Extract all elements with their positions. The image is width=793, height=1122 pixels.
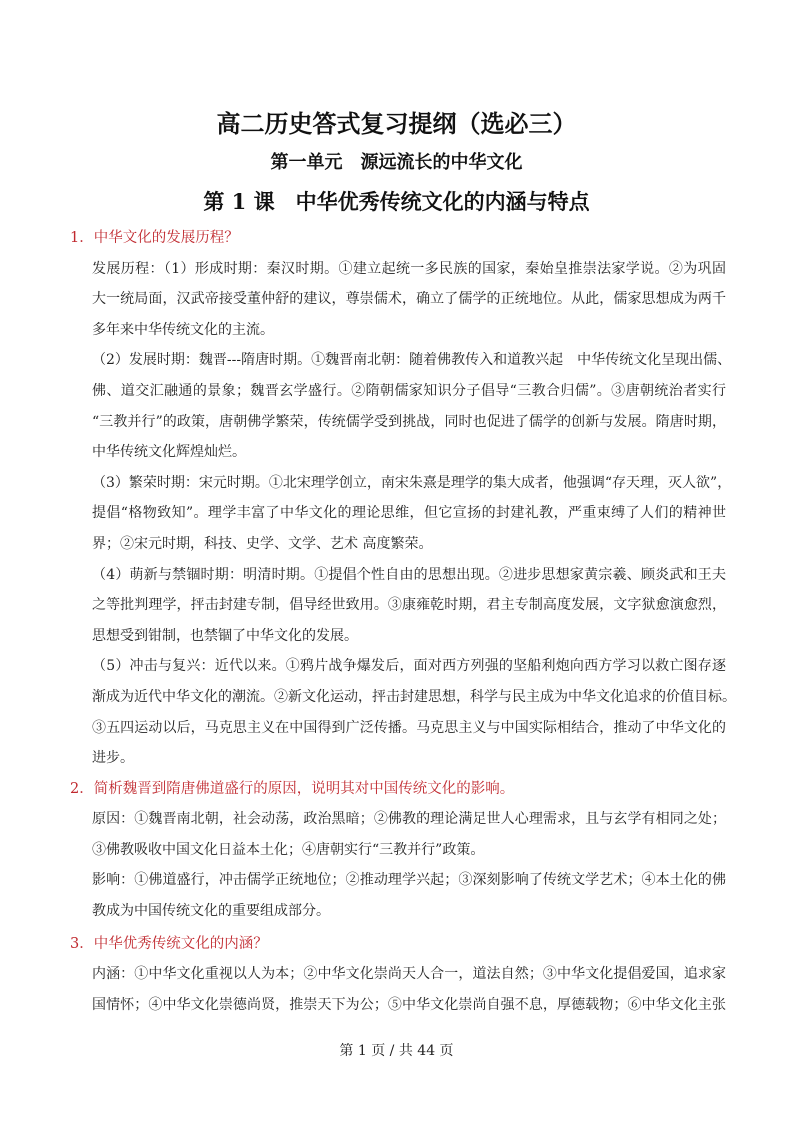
paragraph-line: 国情怀；④中华文化崇德尚贤，推崇天下为公；⑤中华文化崇尚自强不息，厚德载物；⑥中华文化主张 — [92, 996, 726, 1013]
paragraph-line: ③五四运动以后，马克思主义在中国得到广泛传播。马克思主义与中国实际相结合，推动了中华文化的 — [92, 719, 726, 736]
paragraph-line: 提倡“格物致知”。理学丰富了中华文化的理论思维，但它宣扬的封建礼教，严重束缚了人们的精神世 — [92, 505, 726, 522]
paragraph-line: 影响：①佛道盛行，冲击儒学正统地位；②推动理学兴起；③深刻影响了传统文学艺术；④本土化的佛 — [92, 872, 726, 889]
paragraph-line: 发展历程：（1）形成时期：秦汉时期。①建立起统一多民族的国家，秦始皇推崇法家学说。②为巩固 — [92, 260, 726, 277]
paragraph-line: “三教并行”的政策，唐朝佛学繁荣，传统儒学受到挑战，同时也促进了儒学的创新与发展。隋唐时期， — [92, 413, 726, 430]
paragraph-line: 中华传统文化辉煌灿烂。 — [92, 444, 246, 461]
paragraph-line: 内涵：①中华文化重视以人为本；②中华文化崇尚天人合一，道法自然；③中华文化提倡爱国，追求家 — [92, 966, 726, 983]
question-heading: 2．简析魏晋到隋唐佛道盛行的原因，说明其对中国传统文化的影响。 — [70, 780, 515, 797]
paragraph-line: （5）冲击与复兴：近代以来。①鸦片战争爆发后，面对西方列强的坚船利炮向西方学习以救亡图存逐 — [92, 658, 726, 675]
paragraph-line: 原因：①魏晋南北朝，社会动荡，政治黑暗；②佛教的理论满足世人心理需求，且与玄学有相同之处； — [92, 811, 726, 828]
paragraph-line: 之等批判理学，抨击封建专制，倡导经世致用。③康雍乾时期，君主专制高度发展，文字狱愈演愈烈， — [92, 597, 726, 614]
paragraph-line: 渐成为近代中华文化的潮流。②新文化运动，抨击封建思想，科学与民主成为中华文化追求的价值目标。 — [92, 688, 736, 705]
paragraph-line: （4）萌新与禁锢时期：明清时期。①提倡个性自由的思想出现。②进步思想家黄宗羲、顾炎武和王夫 — [92, 566, 726, 583]
lesson-heading: 第 1 课 中华优秀传统文化的内涵与特点 — [203, 189, 590, 214]
question-heading: 3．中华优秀传统文化的内涵？ — [70, 935, 268, 952]
question-heading: 1．中华文化的发展历程？ — [70, 230, 239, 246]
paragraph-line: 多年来中华传统文化的主流。 — [92, 321, 274, 338]
paragraph-line: ③佛教吸收中国文化日益本土化；④唐朝实行“三教并行”政策。 — [92, 841, 485, 858]
paragraph-line: 界；②宋元时期，科技、史学、文学、艺术 高度繁荣。 — [92, 535, 433, 552]
paragraph-line: 思想受到钳制，也禁锢了中华文化的发展。 — [92, 627, 358, 644]
page-footer: 第 1 页 / 共 44 页 — [339, 1043, 454, 1059]
unit-heading: 第一单元 源远流长的中华文化 — [270, 152, 523, 173]
paragraph-line: 佛、道交汇融通的景象；魏晋玄学盛行。②隋朝儒家知识分子倡导“三教合归儒”。③唐朝统治者实行 — [92, 382, 726, 399]
document-title: 高二历史答式复习提纲（选必三） — [216, 109, 577, 138]
document-body — [0, 223, 793, 1020]
paragraph-line: 进步。 — [92, 750, 134, 767]
paragraph-line: 教成为中国传统文化的重要组成部分。 — [92, 903, 330, 920]
paragraph-line: （3）繁荣时期：宋元时期。①北宋理学创立，南宋朱熹是理学的集大成者，他强调“存天理，灭人欲”， — [92, 474, 732, 491]
paragraph-line: 大一统局面，汉武帝接受董仲舒的建议，尊崇儒术，确立了儒学的正统地位。从此，儒家思想成为两千 — [92, 291, 726, 308]
paragraph-line: （2）发展时期：魏晋---隋唐时期。①魏晋南北朝：随着佛教传入和道教兴起 中华传统文化呈现出儒、 — [92, 352, 732, 369]
